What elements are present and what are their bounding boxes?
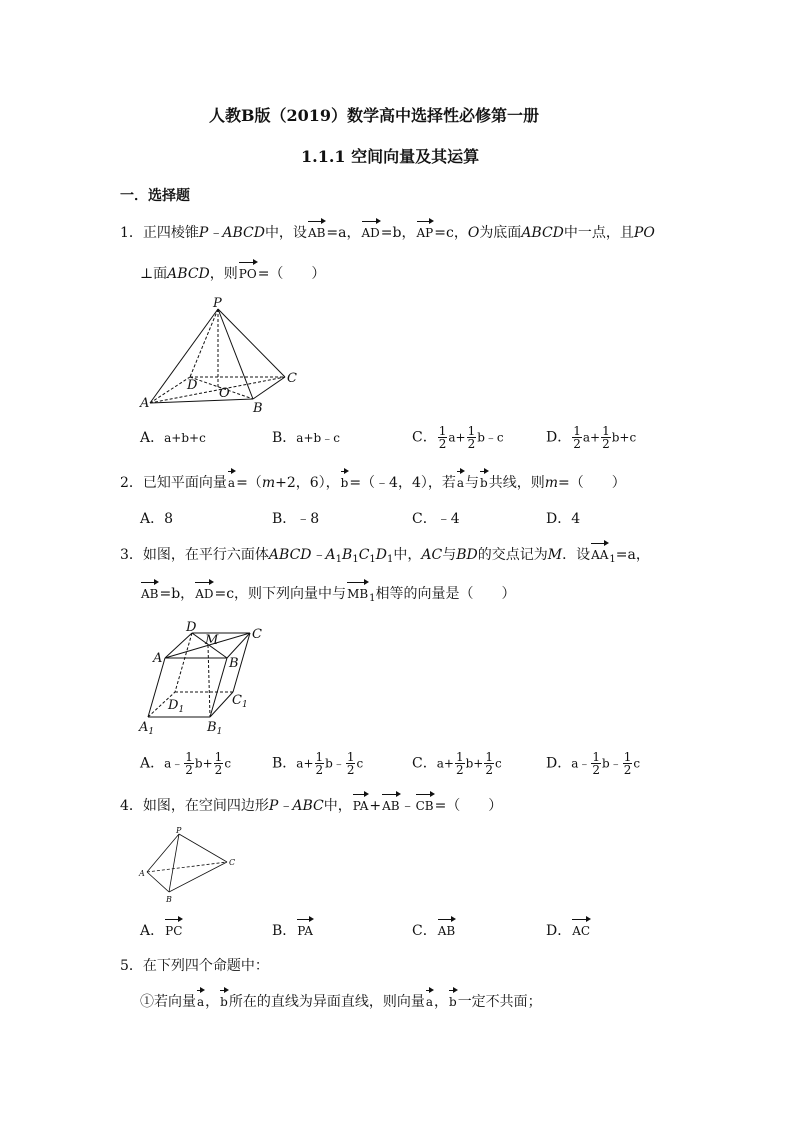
label-c: C	[252, 627, 262, 642]
q1-option-a[interactable]: A．a+b+c	[140, 430, 206, 446]
label-p: P	[213, 296, 222, 311]
q3-option-b[interactable]: B．a+ $\frac{1}{2}$ b﹣ $\frac{1}{2}$ c	[272, 750, 364, 777]
question-5-text: 5．在下列四个命题中：	[120, 958, 269, 974]
q4-option-b[interactable]: B．PA	[272, 923, 313, 939]
question-3-line-2: AB=b，AD=c，则下列向量中与$MB_1$相等的向量是（ ）	[141, 586, 516, 604]
question-1-line-1: 1．正四棱锥P﹣ABCD中，设AB=a，AD=b，AP=c，O为底面ABCD中一点，且PO	[120, 225, 655, 241]
label-c1: $C_1$	[232, 693, 248, 710]
vector-po: PO	[238, 267, 257, 281]
label-a: A	[139, 869, 145, 878]
question-5-item-1: ①若向量a，b所在的直线为异面直线，则向量a，b一定不共面；	[140, 994, 542, 1010]
q4-option-d[interactable]: D．AC	[546, 923, 591, 939]
label-d: D	[187, 378, 198, 393]
q1-option-c[interactable]: C． $\frac{1}{2}$ a+ $\frac{1}{2}$ b﹣c	[412, 424, 504, 451]
label-m: M	[205, 633, 219, 648]
q1-option-b[interactable]: B．a+b﹣c	[272, 430, 340, 446]
label-c: C	[229, 858, 236, 867]
label-b1: $B_1$	[207, 720, 223, 737]
q4-option-a[interactable]: A．PC	[140, 923, 183, 939]
vector-ab: AB	[307, 226, 326, 240]
q3-option-c[interactable]: C．a+ $\frac{1}{2}$ b+ $\frac{1}{2}$ c	[412, 750, 502, 777]
section-heading: 一．选择题	[120, 188, 190, 204]
q2-option-d[interactable]: D．4	[546, 511, 581, 527]
q2-option-c[interactable]: C．﹣4	[412, 511, 460, 527]
question-1-line-2: ⊥面ABCD，则PO=（ ）	[140, 266, 326, 282]
label-c: C	[287, 371, 297, 386]
label-a1: $A_1$	[139, 720, 155, 737]
tetrahedron-figure	[135, 826, 245, 906]
label-a: A	[140, 396, 150, 411]
q2-option-b[interactable]: B．﹣8	[272, 511, 320, 527]
parallelepiped-figure	[135, 620, 275, 740]
label-b: B	[229, 656, 239, 671]
q1-option-d[interactable]: D． $\frac{1}{2}$ a+ $\frac{1}{2}$ b+c	[546, 424, 637, 451]
pyramid-figure	[135, 295, 310, 420]
question-4-text: 4．如图，在空间四边形P﹣ABC中，PA+AB﹣CB=（ ）	[120, 798, 503, 814]
q3-option-d[interactable]: D．a﹣ $\frac{1}{2}$ b﹣ $\frac{1}{2}$ c	[546, 750, 641, 777]
document-title: 人教B版（2019）数学高中选择性必修第一册	[209, 106, 540, 125]
vector-ad: AD	[361, 226, 380, 240]
label-d1: $D_1$	[168, 698, 185, 715]
q2-option-a[interactable]: A．8	[140, 511, 174, 527]
question-2-text: 2．已知平面向量a=（m+2，6），b=（﹣4，4），若a与b共线，则m=（ ）	[120, 475, 626, 491]
label-a: A	[153, 651, 163, 666]
section-subtitle: 1.1.1 空间向量及其运算	[301, 147, 480, 166]
q3-option-a[interactable]: A．a﹣ $\frac{1}{2}$ b+ $\frac{1}{2}$ c	[140, 750, 232, 777]
label-b: B	[166, 895, 172, 904]
vector-ap: AP	[416, 226, 434, 240]
label-d: D	[186, 620, 197, 635]
label-p: P	[176, 826, 182, 835]
question-3-line-1: 3．如图，在平行六面体$ABCD﹣A_1B_1C_1D_1$中，AC与BD的交点记为M．设$AA_1=a$，	[120, 547, 650, 565]
label-b: B	[253, 401, 263, 416]
q4-option-c[interactable]: C．AB	[412, 923, 456, 939]
label-o: O	[219, 386, 230, 401]
